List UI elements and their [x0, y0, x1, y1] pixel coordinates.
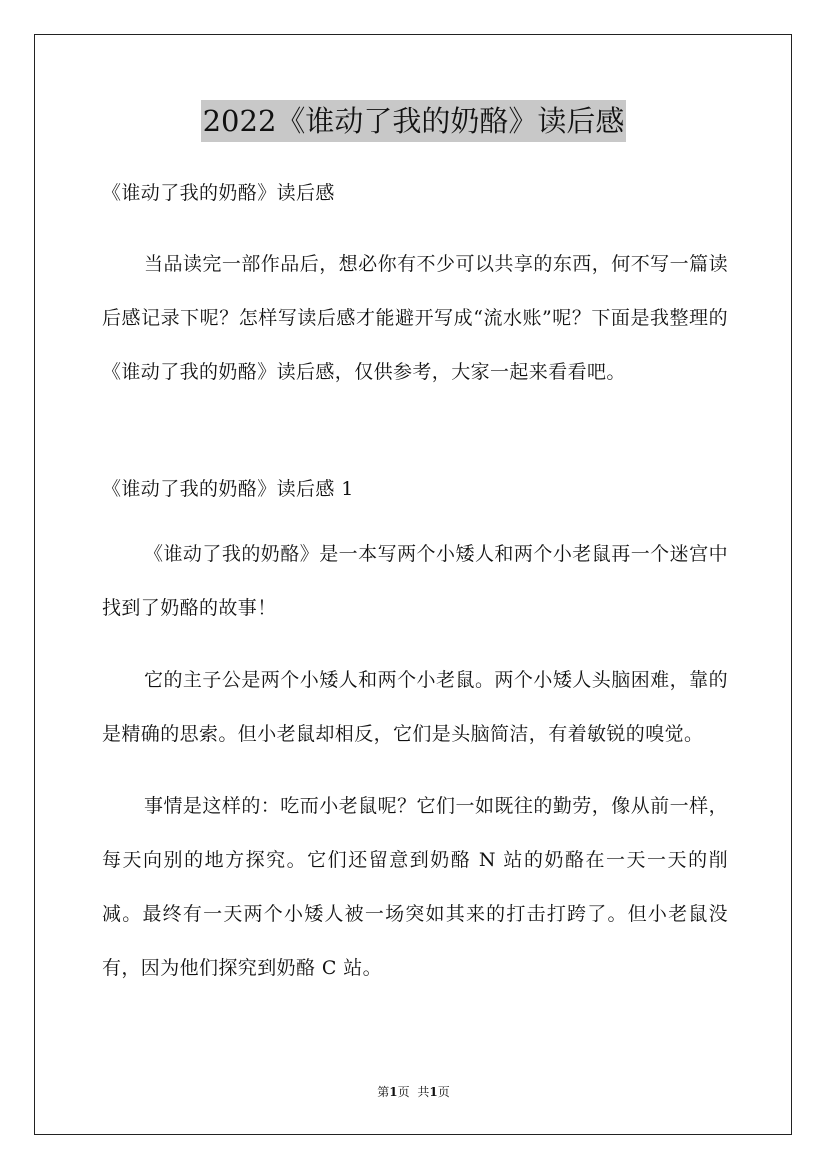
document-body	[102, 175, 728, 995]
paragraph-1: 《谁动了我的奶酪》是一本写两个小矮人和两个小老鼠再一个迷宫中找到了奶酪的故事！	[102, 543, 728, 619]
paragraph-2: 它的主子公是两个小矮人和两个小老鼠。两个小矮人头脑困难，靠的是精确的思索。但小老鼠却相反，它们是头脑简洁，有着敏锐的嗅觉。	[102, 669, 728, 745]
footer-page-suffix: 页	[397, 1085, 410, 1099]
intro-paragraph: 当品读完一部作品后，想必你有不少可以共享的东西，何不写一篇读后感记录下呢？怎样写读后感才能避开写成“流水账”呢？下面是我整理的《谁动了我的奶酪》读后感，仅供参考，大家一起来看看吧。	[102, 253, 728, 383]
title-container	[0, 100, 827, 142]
paragraph-3: 事情是这样的：吃而小老鼠呢？它们一如既往的勤劳，像从前一样，每天向别的地方探究。它们还留意到奶酪 N 站的奶酪在一天一天的削减。最终有一天两个小矮人被一场突如其来的打击打跨了。但小老鼠没有，因为他们探究到奶酪 C 站。	[102, 795, 728, 979]
document-title: 2022《谁动了我的奶酪》读后感	[201, 100, 627, 142]
footer-page-prefix: 第	[377, 1085, 390, 1099]
page-footer	[0, 1084, 827, 1100]
section-heading: 《谁动了我的奶酪》读后感	[102, 182, 335, 204]
footer-total-number: 1	[429, 1085, 438, 1099]
footer-total-prefix: 共	[417, 1085, 430, 1099]
footer-page-number: 1	[389, 1085, 398, 1099]
footer-total-suffix: 页	[437, 1085, 450, 1099]
essay-heading: 《谁动了我的奶酪》读后感 1	[102, 478, 354, 500]
